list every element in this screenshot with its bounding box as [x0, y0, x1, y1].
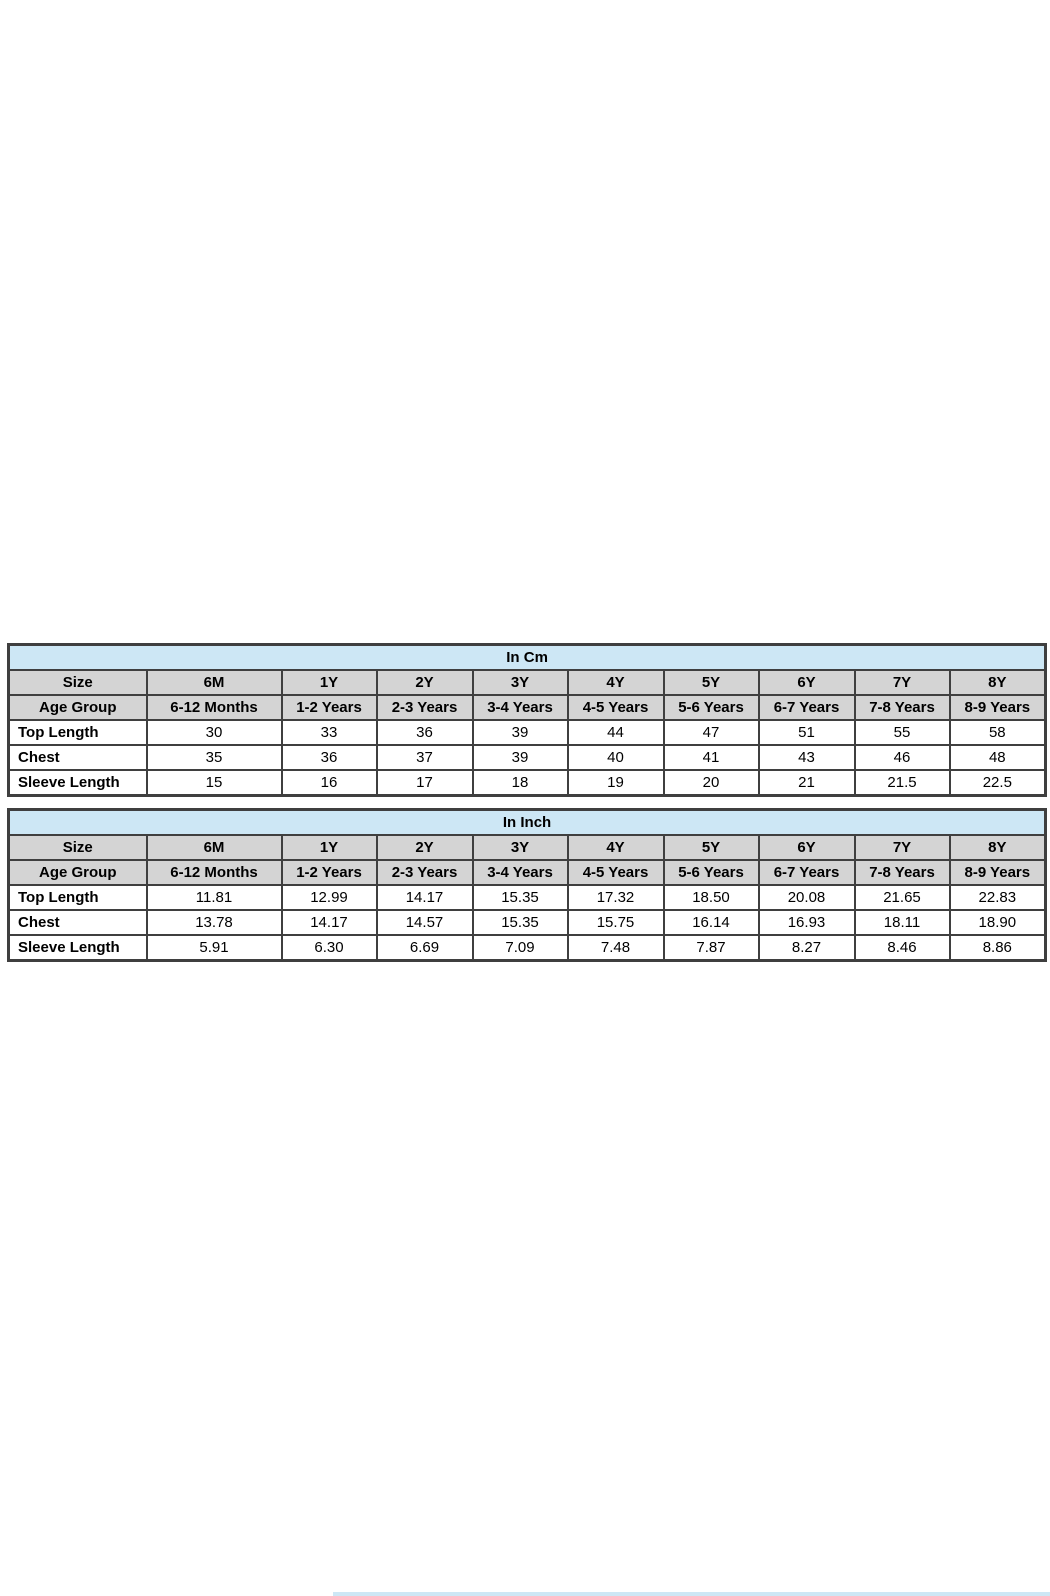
- measurement-cell: 51: [759, 720, 855, 745]
- measurement-cell: 35: [147, 745, 282, 770]
- measurement-cell: 37: [377, 745, 473, 770]
- header-row-label: Age Group: [9, 860, 147, 885]
- table-title: In Inch: [9, 810, 1046, 836]
- measurement-cell: 21.65: [855, 885, 950, 910]
- measurement-cell: 8.86: [950, 935, 1046, 961]
- column-header: 1-2 Years: [282, 695, 377, 720]
- column-header: 4Y: [568, 670, 664, 695]
- measurement-cell: 17.32: [568, 885, 664, 910]
- size-table-cm: [7, 643, 1047, 797]
- measurement-cell: 14.17: [282, 910, 377, 935]
- measurement-cell: 55: [855, 720, 950, 745]
- measurement-cell: 6.69: [377, 935, 473, 961]
- cropped-table-top-edge: [333, 1592, 1050, 1596]
- measurement-cell: 40: [568, 745, 664, 770]
- column-header: 8-9 Years: [950, 860, 1046, 885]
- measurement-cell: 7.87: [664, 935, 759, 961]
- column-header: 8-9 Years: [950, 695, 1046, 720]
- measurement-cell: 33: [282, 720, 377, 745]
- column-header: 4-5 Years: [568, 695, 664, 720]
- size-table-inch: [7, 808, 1047, 962]
- column-header: 6Y: [759, 670, 855, 695]
- measurement-cell: 47: [664, 720, 759, 745]
- column-header: 8Y: [950, 670, 1046, 695]
- table-title-row: [9, 810, 1046, 836]
- measurement-cell: 6.30: [282, 935, 377, 961]
- measurement-cell: 21: [759, 770, 855, 796]
- table-row: [9, 745, 1046, 770]
- measurement-cell: 39: [473, 720, 568, 745]
- column-header: 6Y: [759, 835, 855, 860]
- measurement-cell: 18: [473, 770, 568, 796]
- row-label: Chest: [9, 745, 147, 770]
- column-header: 2Y: [377, 670, 473, 695]
- column-header: 5-6 Years: [664, 695, 759, 720]
- header-row-label: Size: [9, 835, 147, 860]
- column-header: 3Y: [473, 835, 568, 860]
- column-header: 6-7 Years: [759, 860, 855, 885]
- measurement-cell: 22.5: [950, 770, 1046, 796]
- table-title-row: [9, 645, 1046, 671]
- column-header: 6-12 Months: [147, 860, 282, 885]
- column-header: 5Y: [664, 835, 759, 860]
- measurement-cell: 16: [282, 770, 377, 796]
- column-header: 2-3 Years: [377, 695, 473, 720]
- header-row-label: Age Group: [9, 695, 147, 720]
- column-header: 6M: [147, 835, 282, 860]
- column-header: 4Y: [568, 835, 664, 860]
- row-label: Chest: [9, 910, 147, 935]
- measurement-cell: 44: [568, 720, 664, 745]
- measurement-cell: 36: [282, 745, 377, 770]
- header-row: [9, 835, 1046, 860]
- measurement-cell: 20: [664, 770, 759, 796]
- column-header: 6M: [147, 670, 282, 695]
- measurement-cell: 46: [855, 745, 950, 770]
- measurement-cell: 36: [377, 720, 473, 745]
- measurement-cell: 12.99: [282, 885, 377, 910]
- column-header: 1-2 Years: [282, 860, 377, 885]
- measurement-cell: 48: [950, 745, 1046, 770]
- table-row: [9, 935, 1046, 961]
- measurement-cell: 15.35: [473, 910, 568, 935]
- measurement-cell: 18.11: [855, 910, 950, 935]
- column-header: 7Y: [855, 835, 950, 860]
- row-label: Sleeve Length: [9, 770, 147, 796]
- column-header: 4-5 Years: [568, 860, 664, 885]
- header-row: [9, 695, 1046, 720]
- measurement-cell: 14.57: [377, 910, 473, 935]
- row-label: Top Length: [9, 885, 147, 910]
- column-header: 8Y: [950, 835, 1046, 860]
- row-label: Top Length: [9, 720, 147, 745]
- measurement-cell: 19: [568, 770, 664, 796]
- measurement-cell: 15.35: [473, 885, 568, 910]
- measurement-cell: 39: [473, 745, 568, 770]
- column-header: 5Y: [664, 670, 759, 695]
- measurement-cell: 18.90: [950, 910, 1046, 935]
- measurement-cell: 5.91: [147, 935, 282, 961]
- header-row: [9, 670, 1046, 695]
- measurement-cell: 8.27: [759, 935, 855, 961]
- measurement-cell: 11.81: [147, 885, 282, 910]
- measurement-cell: 7.09: [473, 935, 568, 961]
- column-header: 7Y: [855, 670, 950, 695]
- measurement-cell: 20.08: [759, 885, 855, 910]
- row-label: Sleeve Length: [9, 935, 147, 961]
- column-header: 7-8 Years: [855, 695, 950, 720]
- column-header: 2Y: [377, 835, 473, 860]
- measurement-cell: 15.75: [568, 910, 664, 935]
- measurement-cell: 21.5: [855, 770, 950, 796]
- table-row: [9, 720, 1046, 745]
- column-header: 3-4 Years: [473, 860, 568, 885]
- header-row-label: Size: [9, 670, 147, 695]
- column-header: 7-8 Years: [855, 860, 950, 885]
- table-title: In Cm: [9, 645, 1046, 671]
- column-header: 6-7 Years: [759, 695, 855, 720]
- measurement-cell: 15: [147, 770, 282, 796]
- column-header: 3-4 Years: [473, 695, 568, 720]
- column-header: 5-6 Years: [664, 860, 759, 885]
- table-row: [9, 910, 1046, 935]
- measurement-cell: 30: [147, 720, 282, 745]
- measurement-cell: 13.78: [147, 910, 282, 935]
- header-row: [9, 860, 1046, 885]
- measurement-cell: 16.93: [759, 910, 855, 935]
- measurement-cell: 16.14: [664, 910, 759, 935]
- column-header: 1Y: [282, 670, 377, 695]
- table-row: [9, 770, 1046, 796]
- column-header: 2-3 Years: [377, 860, 473, 885]
- measurement-cell: 17: [377, 770, 473, 796]
- column-header: 1Y: [282, 835, 377, 860]
- measurement-cell: 18.50: [664, 885, 759, 910]
- measurement-cell: 22.83: [950, 885, 1046, 910]
- measurement-cell: 58: [950, 720, 1046, 745]
- column-header: 6-12 Months: [147, 695, 282, 720]
- measurement-cell: 8.46: [855, 935, 950, 961]
- measurement-cell: 14.17: [377, 885, 473, 910]
- table-row: [9, 885, 1046, 910]
- measurement-cell: 7.48: [568, 935, 664, 961]
- column-header: 3Y: [473, 670, 568, 695]
- measurement-cell: 41: [664, 745, 759, 770]
- measurement-cell: 43: [759, 745, 855, 770]
